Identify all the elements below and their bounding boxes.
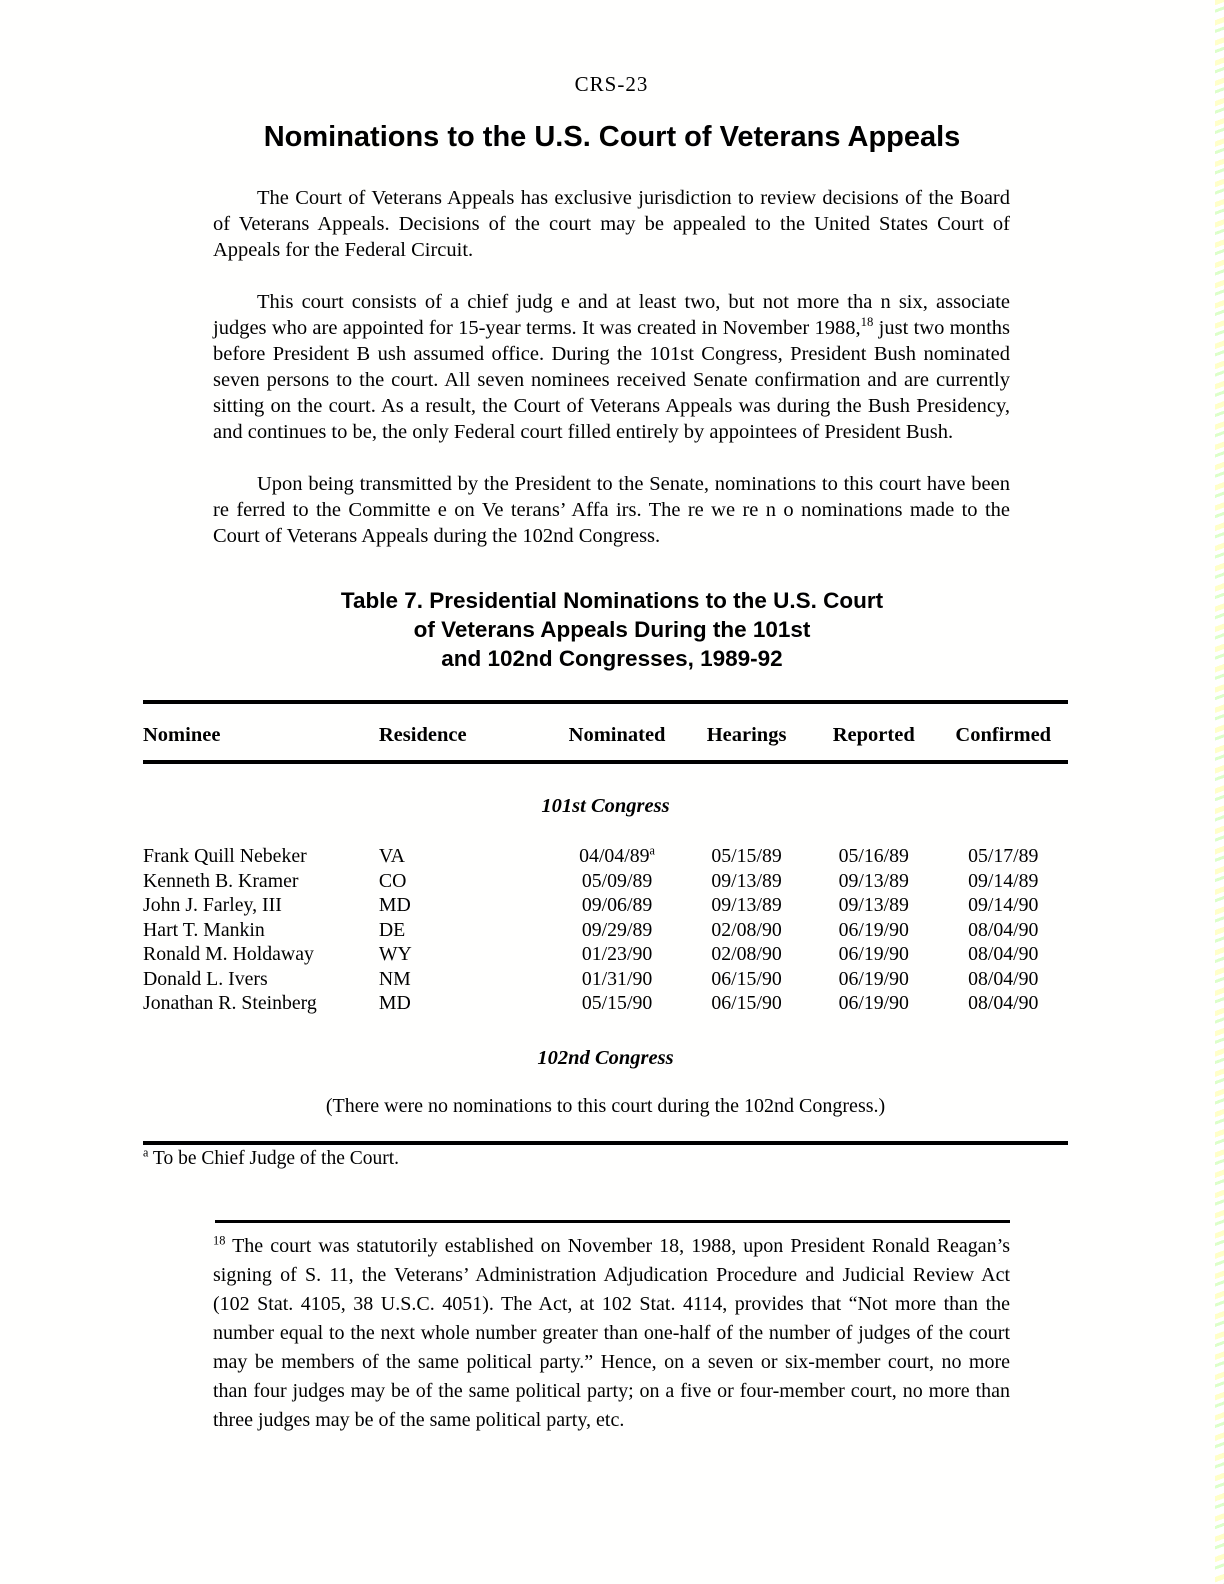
table-row bbox=[143, 942, 1068, 967]
page-number: CRS-23 bbox=[574, 72, 649, 96]
table-row bbox=[143, 991, 1068, 1016]
paragraph-1: The Court of Veterans Appeals has exclusive jurisdiction to review decisions of the Board of Veterans Appeals. Decisions of the court may be appealed to the United States Court of Appeals for the Federal Circuit. bbox=[213, 187, 1010, 261]
cell-nominated: 01/23/90 bbox=[581, 943, 653, 965]
cell-reported: 06/19/90 bbox=[838, 918, 909, 941]
footnote-a-symbol: a bbox=[143, 1145, 149, 1159]
table-row bbox=[143, 918, 1068, 943]
cell-nominated: 09/29/89 bbox=[581, 918, 653, 941]
cell-nominee: John J. Farley, III bbox=[143, 894, 282, 916]
cell-residence: VA bbox=[378, 845, 405, 867]
table-body bbox=[143, 844, 1068, 1016]
section-label-101st-congress: 101st Congress bbox=[541, 795, 670, 817]
footnote-18-number: 18 bbox=[213, 1232, 226, 1247]
cell-reported: 06/19/90 bbox=[838, 943, 909, 965]
table-header-row bbox=[143, 704, 1068, 760]
cell-nominee: Frank Quill Nebeker bbox=[143, 845, 307, 867]
cell-nominee: Donald L. Ivers bbox=[143, 967, 268, 990]
cell-nominee: Kenneth B. Kramer bbox=[143, 869, 299, 892]
footnote-18-marker: 18 bbox=[860, 315, 874, 330]
cell-confirmed: 09/14/89 bbox=[968, 869, 1039, 892]
cell-nominated: 05/09/89 bbox=[581, 869, 653, 892]
table-title-line-3: and 102nd Congresses, 1989-92 bbox=[441, 646, 783, 671]
cell-hearings: 02/08/90 bbox=[711, 943, 782, 965]
section-label-102nd-congress: 102nd Congress bbox=[537, 1046, 674, 1069]
cell-confirmed: 09/14/90 bbox=[968, 894, 1039, 916]
column-header-hearings: Hearings bbox=[706, 724, 787, 746]
cell-hearings: 05/15/89 bbox=[711, 845, 782, 867]
table-row bbox=[143, 967, 1068, 992]
cell-reported: 06/19/90 bbox=[838, 992, 909, 1014]
paragraph-2-text: This court consists of a chief judg e and at least two, but not more tha n six, associate judges who are appointed for 15-year terms. It was created in November 1988, bbox=[213, 291, 1010, 339]
cell-hearings: 06/15/90 bbox=[711, 992, 782, 1014]
cell-reported: 06/19/90 bbox=[838, 967, 909, 990]
table-row bbox=[143, 844, 1068, 869]
cell-confirmed: 08/04/90 bbox=[968, 943, 1039, 965]
table-row bbox=[143, 893, 1068, 918]
paragraph-2 bbox=[213, 289, 1010, 445]
page-title: Nominations to the U.S. Court of Veterans Appeals bbox=[263, 121, 961, 153]
cell-nominated: 01/31/90 bbox=[581, 967, 653, 990]
table-title-line-1: Table 7. Presidential Nominations to the U.S. Court bbox=[340, 588, 884, 613]
nominations-table bbox=[143, 700, 1068, 1145]
cell-confirmed: 08/04/90 bbox=[968, 967, 1039, 990]
cell-residence: NM bbox=[378, 967, 411, 990]
cell-reported: 05/16/89 bbox=[838, 845, 909, 867]
column-header-reported: Reported bbox=[832, 724, 915, 746]
cell-reported: 09/13/89 bbox=[838, 894, 909, 916]
table-title-line-2: of Veterans Appeals During the 101st bbox=[413, 617, 811, 642]
cell-nominated bbox=[550, 844, 684, 869]
paragraph-3: Upon being transmitted by the President to the Senate, nominations to this court have been re ferred to the Committe e on Ve terans’ Affa irs. The re we re n o nominations made to the Court of Veterans Appeals during the 102nd Congress. bbox=[213, 473, 1010, 547]
cell-nominee: Ronald M. Holdaway bbox=[143, 943, 314, 965]
cell-reported: 09/13/89 bbox=[838, 869, 909, 892]
cell-hearings: 02/08/90 bbox=[711, 918, 782, 941]
cell-residence: MD bbox=[378, 894, 411, 916]
cell-residence: WY bbox=[378, 943, 412, 965]
cell-residence: DE bbox=[378, 918, 406, 941]
table-bottom-rule bbox=[143, 1141, 1068, 1145]
table-footnote-a-text: To be Chief Judge of the Court. bbox=[148, 1147, 400, 1169]
table-header-rule bbox=[143, 760, 1068, 764]
body-text bbox=[213, 185, 1010, 549]
cell-nominated: 09/06/89 bbox=[581, 894, 653, 916]
table-row bbox=[143, 869, 1068, 894]
footnote-separator-rule bbox=[215, 1220, 1010, 1223]
cell-nominee: Jonathan R. Steinberg bbox=[143, 992, 317, 1014]
cell-residence: MD bbox=[378, 992, 411, 1014]
cell-hearings: 06/15/90 bbox=[711, 967, 782, 990]
column-header-confirmed: Confirmed bbox=[955, 724, 1052, 746]
cell-confirmed: 05/17/89 bbox=[968, 845, 1039, 867]
cell-confirmed: 08/04/90 bbox=[968, 992, 1039, 1014]
cell-confirmed: 08/04/90 bbox=[968, 918, 1039, 941]
cell-nominated-date: 04/04/89 bbox=[579, 845, 650, 867]
column-header-nominated: Nominated bbox=[568, 724, 666, 746]
column-header-residence: Residence bbox=[378, 724, 467, 746]
table-footnote-a bbox=[143, 1145, 1068, 1170]
cell-hearings: 09/13/89 bbox=[711, 869, 782, 892]
paragraph-2-text-cont: just two months before President B ush assumed office. During the 101st Congress, President Bush nominated seven persons to the court. All seven nominees received Senate confirmation and are currently sitting on the court. As a result, the Court of Veterans Appeals was during the Bush Presidency, and continues to be, the only Federal court filled entirely by appointees of President Bush. bbox=[213, 317, 1011, 443]
column-header-nominee: Nominee bbox=[143, 724, 221, 746]
table-title bbox=[160, 586, 1064, 673]
footnote-18-text: The court was statutorily established on November 18, 1988, upon President Ronald Reagan’s signing of S. 11, the Veterans’ Administration Adjudication Procedure and Judicial Review Act (102 Stat. 4105, 38 U.S.C. 4051). The Act, at 102 Stat. 4114, provides that “Not more than the number equal to the next whole number greater than one-half of the number of judges of the court may be members of the same political party.” Hence, on a seven or six-member court, no more than four judges may be of the same political party; on a five or four-member court, no more than three judges may be of the same political party, etc. bbox=[213, 1234, 1010, 1431]
footnote-a-marker: a bbox=[649, 843, 655, 858]
scan-edge-pattern bbox=[1215, 0, 1224, 1584]
footnote-18 bbox=[213, 1232, 1010, 1435]
cell-nominated: 05/15/90 bbox=[581, 992, 653, 1014]
cell-nominee: Hart T. Mankin bbox=[143, 918, 265, 941]
cell-residence: CO bbox=[378, 869, 407, 892]
cell-hearings: 09/13/89 bbox=[711, 894, 782, 916]
no-nominations-note: (There were no nominations to this court during the 102nd Congress.) bbox=[325, 1094, 886, 1117]
